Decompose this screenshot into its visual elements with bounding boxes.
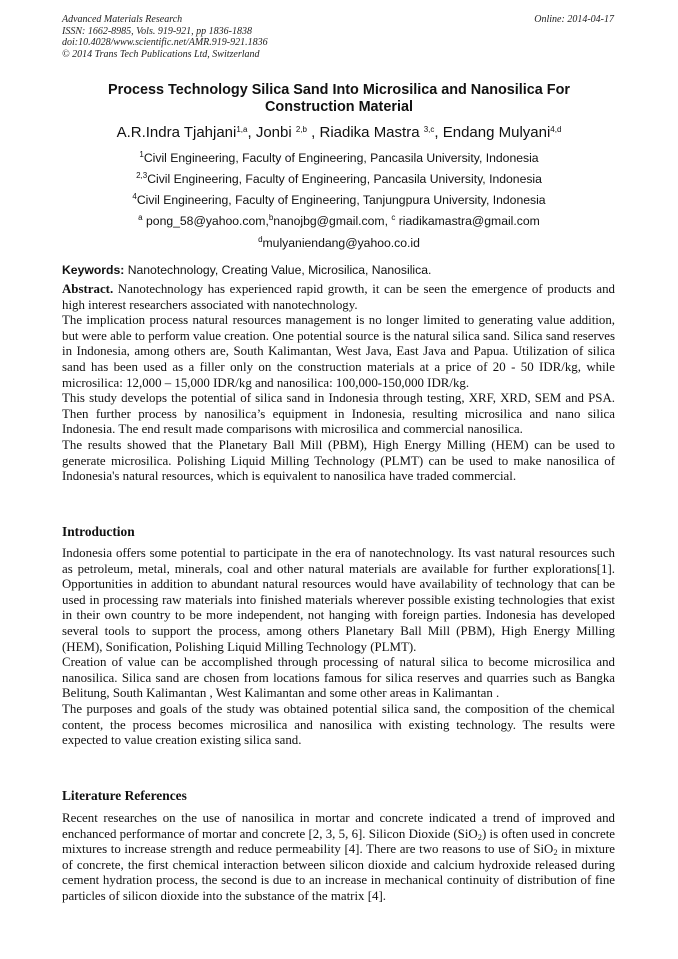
email-superscript: d (258, 235, 263, 244)
author-name: Riadika Mastra (319, 124, 424, 141)
email-line-1 (62, 214, 616, 228)
affiliation-text: Civil Engineering, Faculty of Engineering, Tanjungpura University, Indonesia (136, 193, 546, 207)
author-superscript: 4,d (550, 125, 562, 134)
literature-body (62, 811, 615, 905)
literature-text: Recent researches on the use of nanosilica in mortar and concrete indicated a trend of improved and enchanced performance of mortar and concrete [2, 3, 5, 6]. Silicon Dioxide (SiO (62, 811, 615, 841)
journal-copyright: © 2014 Trans Tech Publications Ltd, Switzerland (62, 48, 260, 60)
email-b[interactable]: nanojbg@gmail.com, (273, 214, 392, 228)
email-superscript: c (391, 213, 396, 222)
literature-paragraph (62, 811, 615, 905)
abstract-paragraph: The implication process natural resources management is no longer limited to generating value addition, but were able to perform value creation. One potential source is the natural silica sand. Silica sand reserves in Indonesia, among others are, South Kalimantan, West Java, East Java and Papua. Utilization of silica sand has been used as a filler only on the construction materials at a price of 20 - 50 IDR/kg, while microsilica: 12,000 – 15,000 IDR/kg and nanosilica: 100,000-150,000 IDR/kg. (62, 313, 615, 390)
journal-doi[interactable]: doi:10.4028/www.scientific.net/AMR.919-921.1836 (62, 37, 268, 48)
author-name: A.R.Indra Tjahjani (116, 124, 237, 141)
subscript: 2 (553, 847, 558, 858)
author-superscript: 2,b (295, 125, 307, 134)
introduction-paragraph: Creation of value can be accomplished through processing of natural silica to become microsilica and nanosilica. Silica sand are chosen from locations famous for silica reserves and quarries such as Bangka Belitung, South Kalimantan , West Kalimantan and some other areas in Kalimantan . (62, 655, 615, 701)
author-name: Endang Mulyani (442, 124, 551, 141)
author-list (62, 124, 616, 141)
affiliation-2 (62, 172, 616, 186)
introduction-paragraph: The purposes and goals of the study was obtained potential silica sand, the composition of the chemical content, the process becomes microsilica and nanosilica with existing technology. The results were expected to value creation existing silica sand. (62, 701, 615, 748)
introduction-heading: Introduction (62, 524, 135, 539)
literature-text: ) is often used in concrete mixtures to increase strength and reduce permeability [4]. There are two reasons to use of SiO (62, 826, 615, 857)
affiliation-text: Civil Engineering, Faculty of Engineering, Pancasila University, Indonesia (143, 151, 539, 165)
email-a[interactable]: pong_58@yahoo.com, (142, 214, 269, 228)
author-separator: , (434, 124, 443, 141)
subscript: 2 (477, 831, 482, 842)
abstract (62, 282, 615, 485)
email-superscript: b (268, 213, 274, 222)
literature-text: in mixture of concrete, the first chemical interaction between silicon dioxide and calcium hydroxide released during cement hydration process, the second is due to an increase in mechanical continuity of distribution of fine particles of silicon dioxide into the substance of the matrix [4]. (62, 842, 615, 903)
author-superscript: 1,a (236, 125, 248, 134)
abstract-paragraph: The results showed that the Planetary Ball Mill (PBM), High Energy Milling (HEM) can be used to generate microsilica. Polishing Liquid Milling Technology (PLMT) can be used to make nanosilica of Indonesia's natural resources, which is equivalent to nanosilica have traded commercial. (62, 437, 615, 484)
journal-issn: ISSN: 1662-8985, Vols. 919-921, pp 1836-1838 (62, 25, 252, 37)
email-superscript: a (138, 213, 143, 222)
paper-title: Process Technology Silica Sand Into Microsilica and Nanosilica For Construction Material (108, 82, 570, 115)
author-name: Jonbi (255, 124, 296, 141)
affiliation-1 (62, 151, 616, 165)
online-date: Online: 2014-04-17 (534, 14, 614, 25)
literature-heading: Literature References (62, 788, 187, 803)
affiliation-superscript: 1 (139, 150, 144, 159)
email-line-2 (62, 236, 616, 250)
abstract-paragraph (62, 282, 615, 313)
affiliation-3 (62, 193, 616, 207)
author-separator: , (247, 124, 256, 141)
keywords-label: Keywords: (62, 263, 125, 277)
affiliation-text: Civil Engineering, Faculty of Engineering, Pancasila University, Indonesia (147, 172, 542, 186)
introduction-body (62, 546, 615, 749)
journal-header (62, 14, 268, 60)
keywords (62, 263, 616, 277)
author-superscript: 3,c (423, 125, 435, 134)
keywords-text: Nanotechnology, Creating Value, Microsilica, Nanosilica. (124, 263, 432, 277)
abstract-paragraph: This study develops the potential of silica sand in Indonesia through testing, XRF, XRD, SEM and PSA. Then further process by nanosilica’s equipment in Indonesia, resulting microsilica and nano silica Indonesia. The end result made comparisons with microsilica and commercial nanosilica. (62, 391, 615, 437)
abstract-label: Abstract. (62, 282, 114, 296)
affiliation-superscript: 2,3 (136, 171, 148, 180)
email-c[interactable]: riadikamastra@gmail.com (395, 214, 540, 228)
introduction-paragraph: Indonesia offers some potential to participate in the era of nanotechnology. Its vast natural resources such as petroleum, metal, minerals, coal and other natural materials are available for further explorations[1]. Opportunities in addition to abundant natural resources would have availability of technology that can be used in processing raw materials into finished materials wherever possible existing technologies that exist in their own country to be more independent, not hanging with foreign parties. Indonesia has developed several tools to support the process, among others Planetary Ball Mill (PBM), High Energy Milling (HEM), Sonification, Polishing Liquid Milling Technology (PLMT). (62, 546, 615, 654)
abstract-text: Nanotechnology has experienced rapid growth, it can be seen the emergence of products and high interest researchers associated with nanotechnology. (62, 282, 615, 312)
affiliation-superscript: 4 (132, 192, 137, 201)
author-separator: , (306, 124, 320, 141)
journal-name: Advanced Materials Research (62, 14, 183, 25)
email-d[interactable]: mulyaniendang@yahoo.co.id (262, 236, 420, 250)
